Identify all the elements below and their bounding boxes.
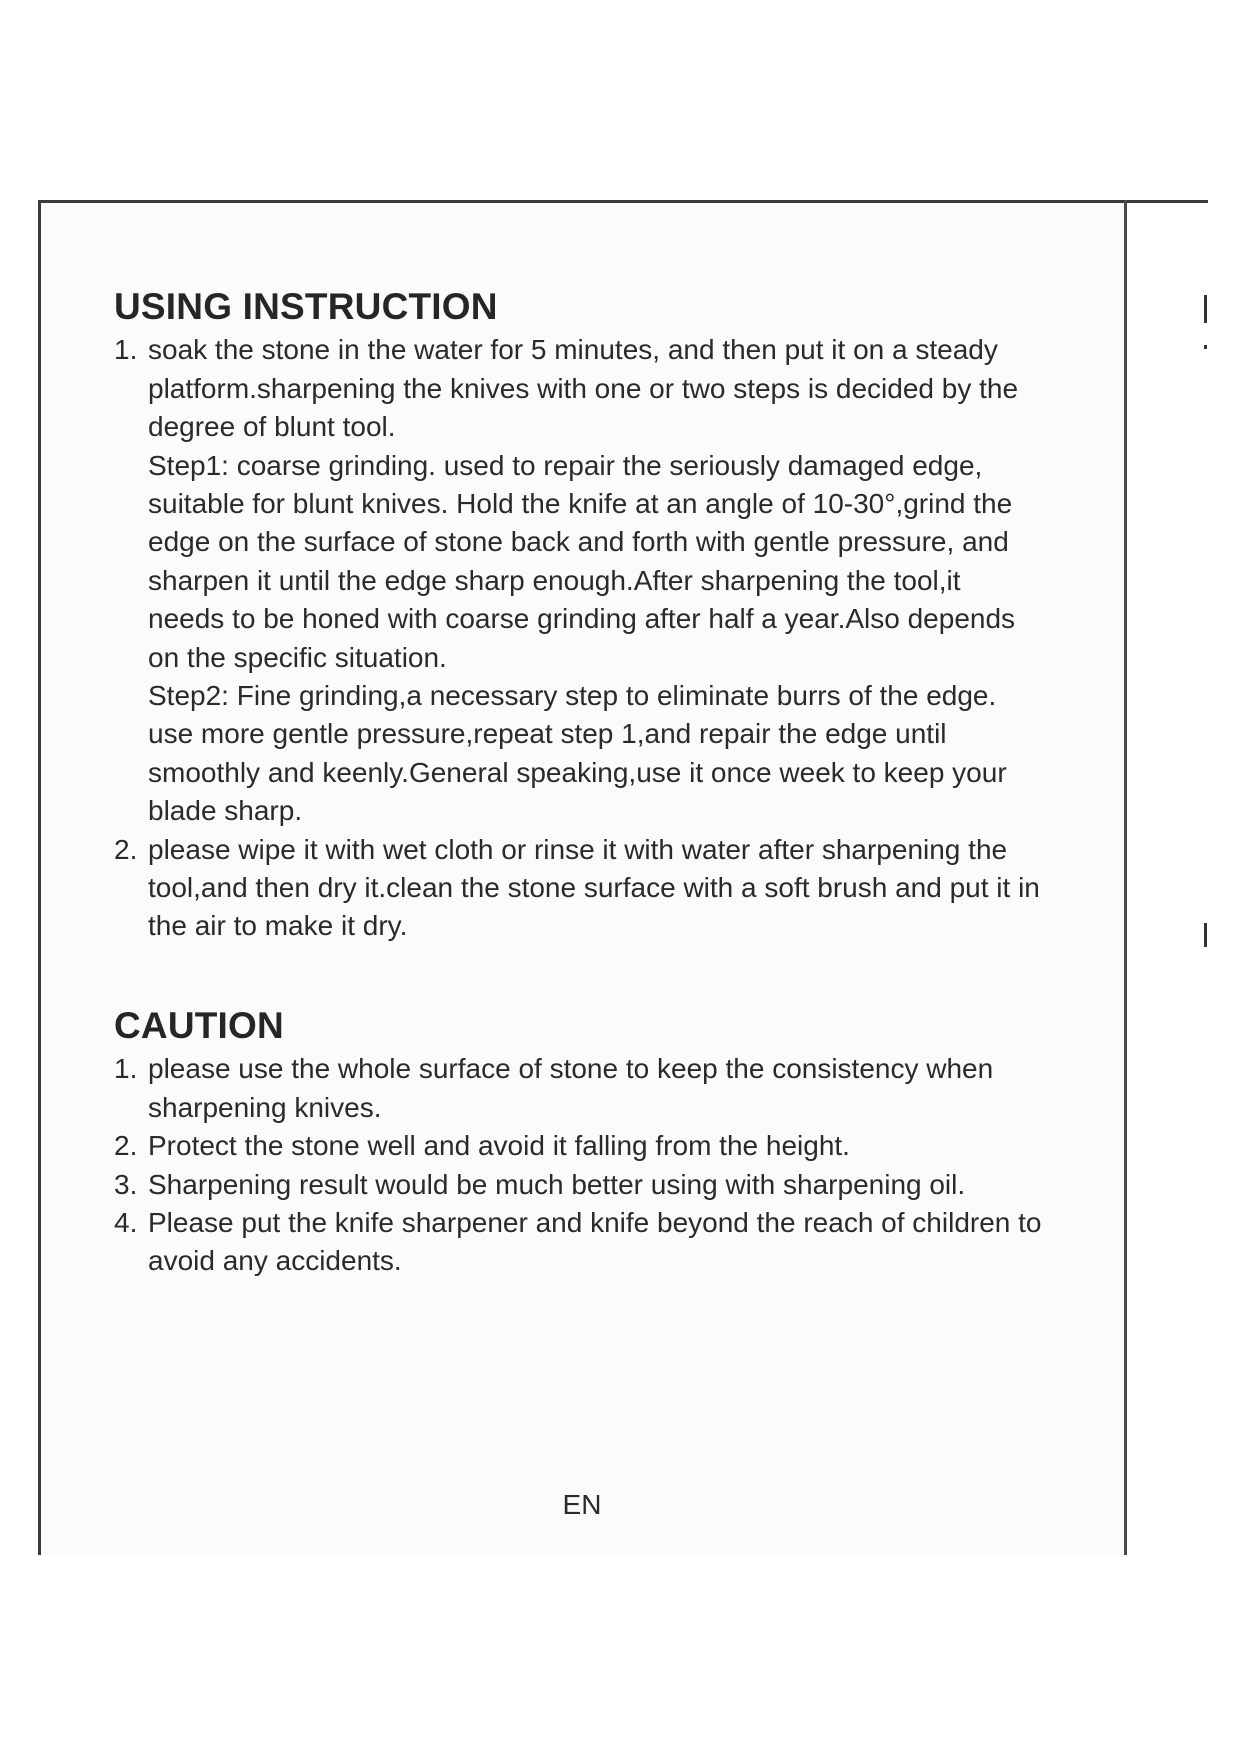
using-instruction-heading: USING INSTRUCTION: [114, 286, 498, 327]
caution-text: Protect the stone well and avoid it falling from the height.: [148, 1130, 850, 1162]
list-number: 1.: [114, 334, 138, 366]
caution-item: [114, 1127, 1044, 1165]
caution-list: [114, 1050, 1044, 1280]
caution-item: [114, 1166, 1044, 1204]
caution-item: [114, 1204, 1044, 1281]
list-number: 3.: [114, 1168, 138, 1200]
step2-text: Step2: Fine grinding,a necessary step to eliminate burrs of the edge. use more gentle pressure,repeat step 1,and repair the edge until smoothly and keenly.General speaking,use it once week to keep your blade sharp.: [148, 680, 1007, 827]
page-border-right: [1124, 200, 1127, 1555]
page-border-top: [38, 200, 1208, 203]
manual-content: [114, 285, 1044, 1281]
list-number: 2.: [114, 833, 138, 865]
caution-heading: CAUTION: [114, 1004, 284, 1046]
list-number: 2.: [114, 1130, 138, 1162]
language-label: EN: [562, 1489, 602, 1520]
page-border-left: [38, 200, 41, 1555]
list-number: 1.: [114, 1053, 138, 1085]
step1-text: Step1: coarse grinding. used to repair the seriously damaged edge, suitable for blunt knives. Hold the knife at an angle of 10-30°,grind the edge on the surface of stone back and forth with gentle pressure, and sharpen it until the edge sharp enough.After sharpening the tool,it needs to be honed with coarse grinding after half a year.Also depends on the specific situation.: [148, 449, 1016, 673]
instruction-item: [114, 831, 1044, 946]
caution-text: please use the whole surface of stone to keep the consistency when sharpening knives.: [148, 1053, 994, 1123]
list-number: 4.: [114, 1206, 138, 1238]
caution-item: [114, 1050, 1044, 1127]
caution-text: Sharpening result would be much better using with sharpening oil.: [148, 1168, 966, 1200]
instruction-text: please wipe it with wet cloth or rinse it with water after sharpening the tool,and then dry it.clean the stone surface with a soft brush and put it in the air to make it dry.: [148, 833, 1040, 942]
caution-text: Please put the knife sharpener and knife beyond the reach of children to avoid any accidents.: [148, 1206, 1042, 1277]
instruction-list: [114, 331, 1044, 946]
instruction-text: soak the stone in the water for 5 minutes, and then put it on a steady platform.sharpening the knives with one or two steps is decided by the degree of blunt tool.: [148, 334, 1019, 443]
instruction-item: [114, 331, 1044, 830]
